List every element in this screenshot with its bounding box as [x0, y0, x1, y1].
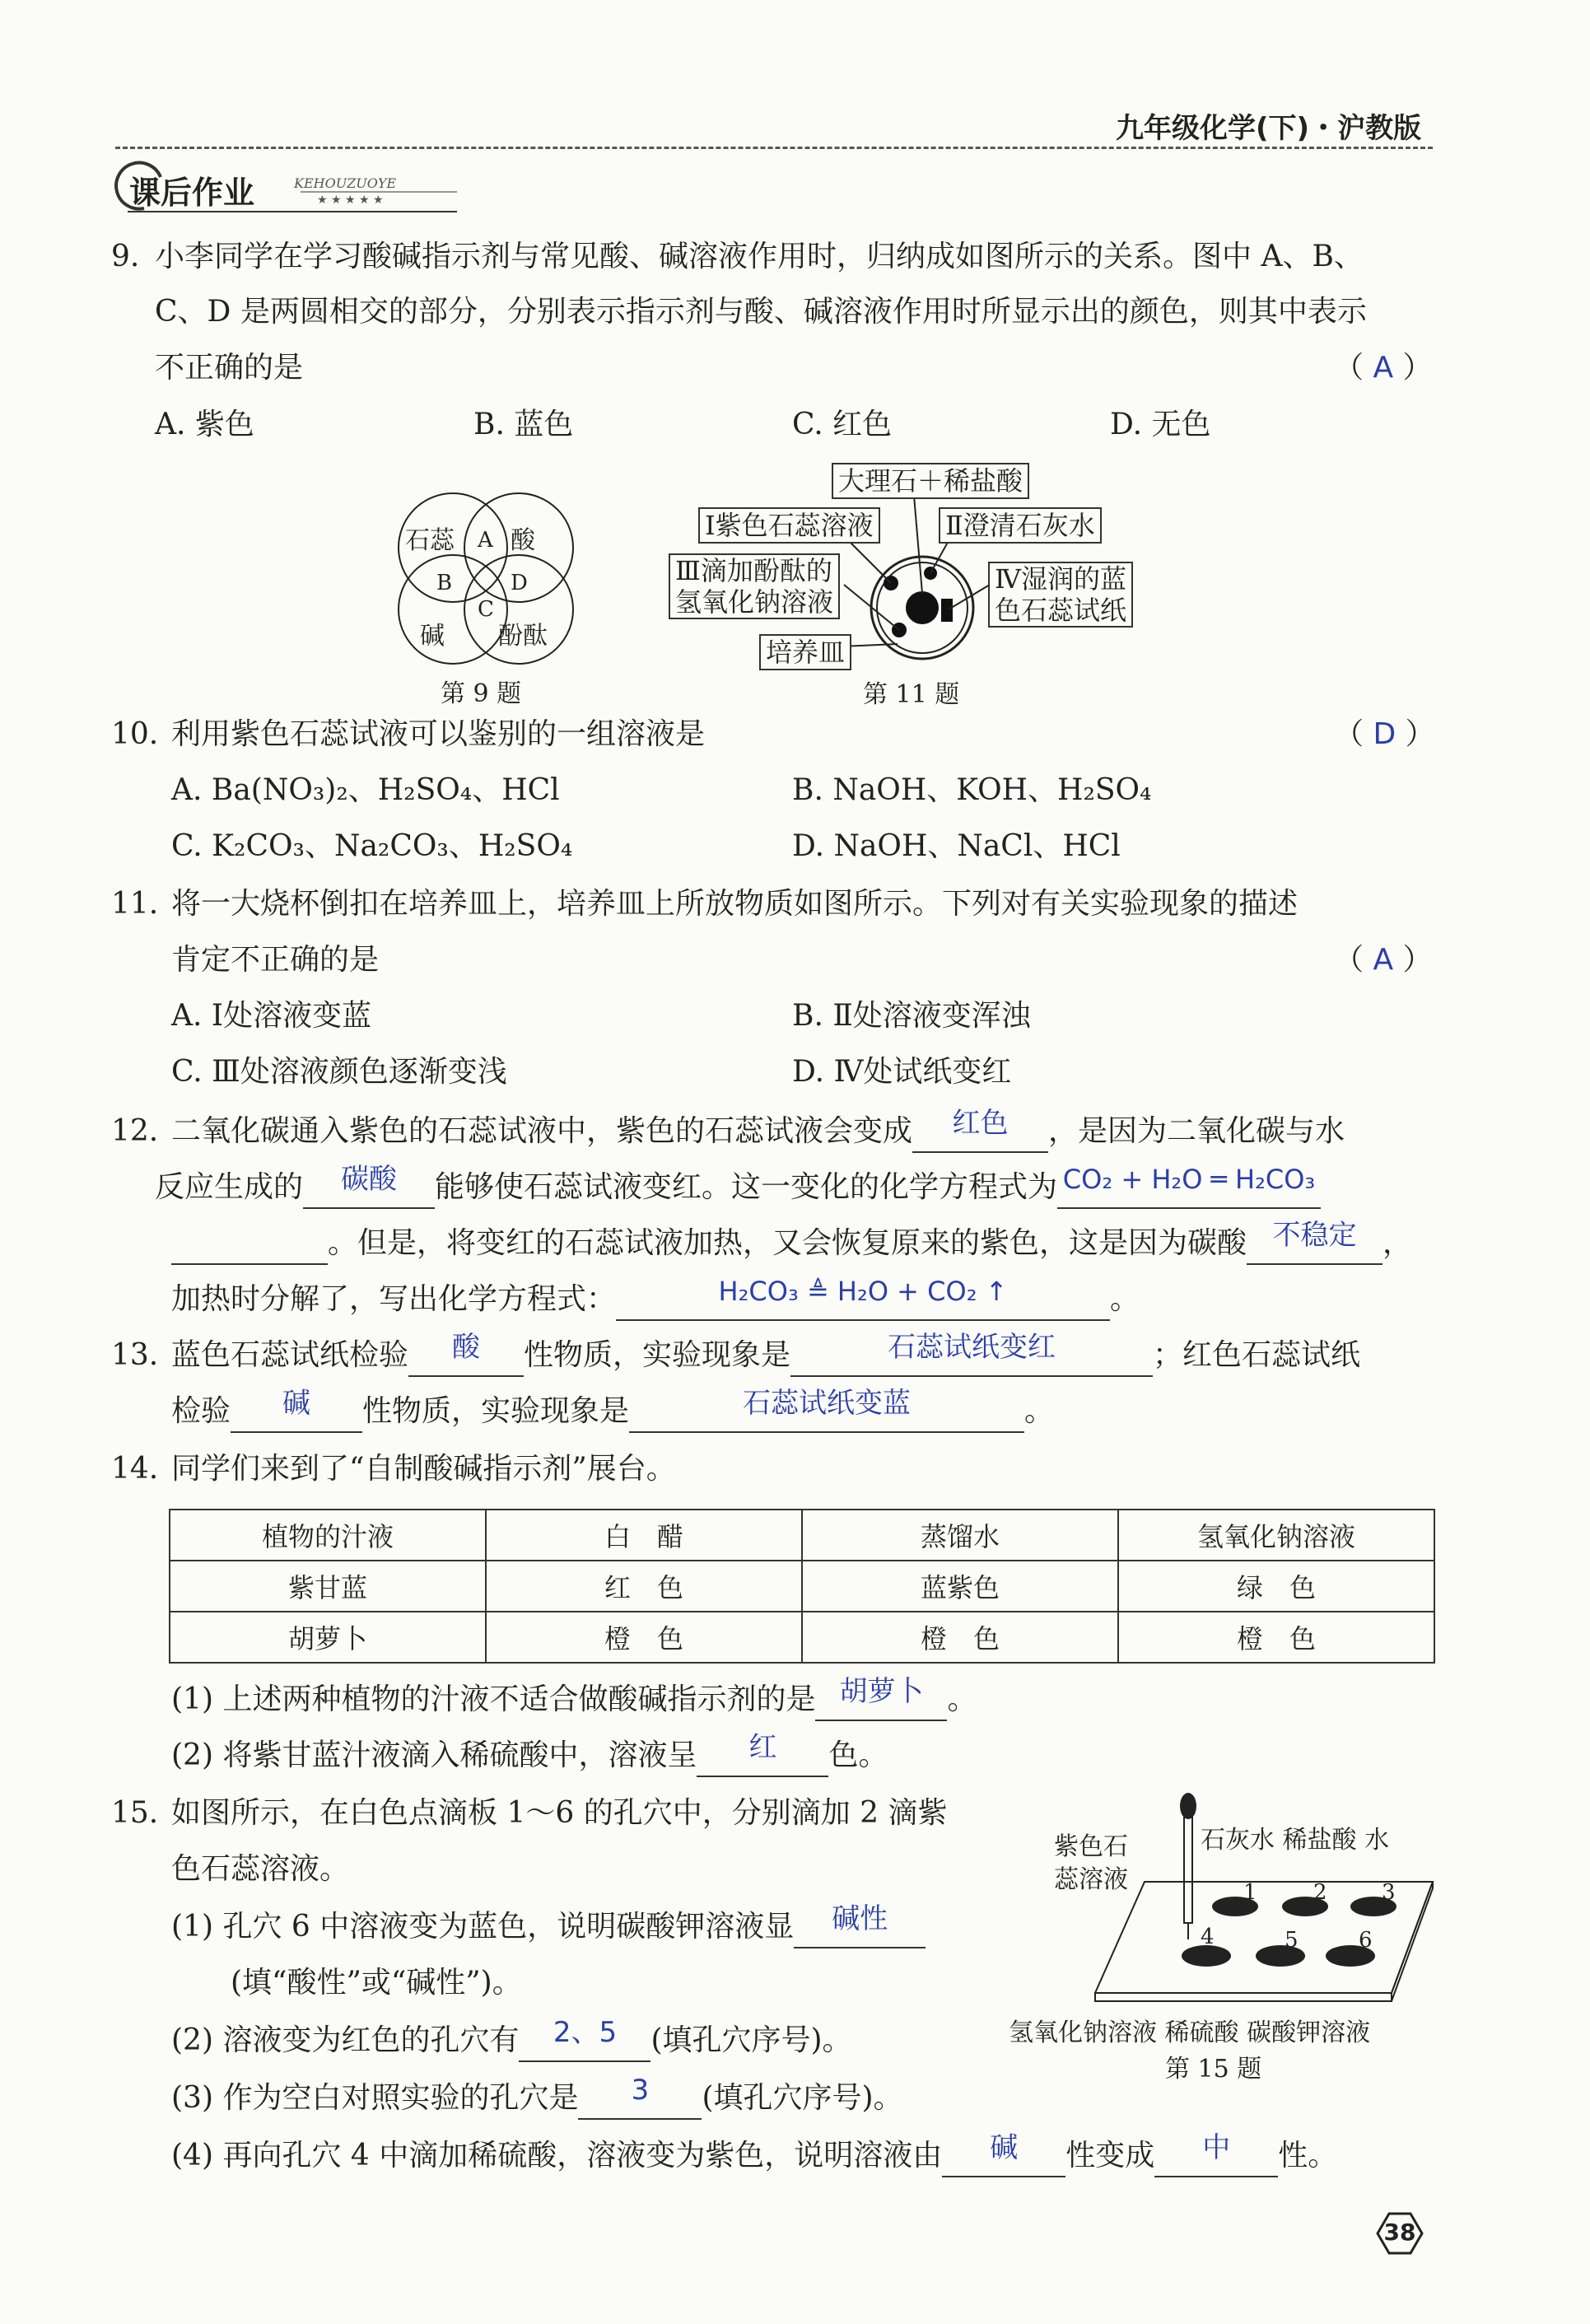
q15-sub2 — [171, 2016, 852, 2062]
section-badge — [111, 161, 465, 218]
venn-label-jian: 碱 — [420, 622, 445, 651]
table-cell: 植物的汁液 — [170, 1510, 486, 1561]
dropper-label-line2: 蕊溶液 — [1054, 1865, 1128, 1894]
table-row — [170, 1561, 1434, 1612]
q15-sub4-mid: 性变成 — [1065, 2139, 1155, 2172]
venn-label-suan: 酸 — [511, 526, 535, 555]
table-cell: 红 色 — [486, 1561, 802, 1612]
q15-sub1-text: (1) 孔穴 6 中溶液变为蓝色，说明碳酸钾溶液显 — [171, 1910, 795, 1944]
q15-answer4: 碱 — [990, 2131, 1019, 2164]
q12-answer4: 不稳定 — [1272, 1219, 1357, 1252]
q11-line2: 肯定不正确的是 — [171, 943, 380, 977]
q13-text5: 性物质，实验现象是 — [362, 1394, 630, 1428]
figure-11 — [659, 461, 1153, 709]
q9-option-b: B. 蓝色 — [473, 408, 574, 441]
q14-blank1[interactable] — [815, 1675, 947, 1721]
q14-sub2 — [171, 1731, 888, 1777]
q12-line1 — [171, 1107, 1345, 1153]
table-cell: 橙 色 — [1118, 1612, 1434, 1663]
q12-text2: ，是因为二氧化碳与水 — [1048, 1114, 1345, 1148]
well-number-2: 2 — [1313, 1880, 1327, 1905]
header-dashed-line — [115, 147, 1433, 149]
label-ii: Ⅱ澄清石灰水 — [939, 507, 1102, 544]
q13-number: 13. — [111, 1338, 159, 1372]
q15-blank3[interactable] — [578, 2074, 702, 2120]
q15-sub1b: (填“酸性”或“碱性”)。 — [231, 1966, 522, 2000]
figure-15-caption: 第 15 题 — [1165, 2055, 1262, 2084]
q15-sub4-end: 性。 — [1278, 2139, 1338, 2172]
q9-answer-bracket: （ A ） — [1334, 351, 1433, 385]
venn-label-d: D — [511, 571, 528, 595]
q9-option-d: D. 无色 — [1110, 408, 1211, 441]
q14-sub1-text: (1) 上述两种植物的汁液不适合做酸碱指示剂的是 — [171, 1682, 816, 1716]
q14-text: 同学们来到了“自制酸碱指示剂”展台。 — [171, 1452, 676, 1486]
q12-text6: ， — [1383, 1226, 1413, 1260]
q13-text4: 检验 — [171, 1394, 231, 1428]
q14-number: 14. — [111, 1452, 159, 1486]
book-title: 九年级化学(下)・沪教版 — [1116, 112, 1422, 145]
q13-answer4: 石蕊试纸变蓝 — [743, 1387, 912, 1420]
q14-sub2-end: 色。 — [828, 1738, 888, 1772]
q15-number: 15. — [111, 1796, 159, 1830]
label-iv — [988, 562, 1133, 628]
venn-label-shirui: 石蕊 — [405, 526, 455, 555]
q15-sub1 — [171, 1902, 926, 1948]
q13-blank2[interactable] — [790, 1331, 1153, 1377]
q15-blank5[interactable] — [1154, 2131, 1278, 2177]
section-pinyin: KEHOUZUOYE — [294, 175, 397, 191]
table-cell: 白 醋 — [486, 1510, 802, 1561]
well-top-labels: 石灰水 稀盐酸 水 — [1201, 1826, 1390, 1855]
q9-answer: A — [1373, 351, 1394, 385]
figure-15 — [1005, 1791, 1441, 2084]
venn-label-fentai: 酚酞 — [498, 622, 548, 651]
figure-9-caption: 第 9 题 — [441, 679, 522, 708]
q12-blank3-cont — [171, 1224, 328, 1265]
q15-line2: 色石蕊溶液。 — [171, 1852, 350, 1886]
q12-number: 12. — [111, 1114, 159, 1148]
q15-blank2[interactable] — [519, 2016, 650, 2062]
table-cell: 橙 色 — [802, 1612, 1118, 1663]
q15-line1: 如图所示，在白色点滴板 1～6 的孔穴中，分别滴加 2 滴紫 — [171, 1796, 948, 1830]
q9-option-c: C. 红色 — [792, 408, 893, 441]
q9-line2: C、D 是两圆相交的部分，分别表示指示剂与酸、碱溶液作用时所显示出的颜色，则其中表示 — [155, 295, 1367, 329]
q12-answer2: 碳酸 — [341, 1163, 398, 1196]
q11-option-b: B. Ⅱ处溶液变浑浊 — [792, 999, 1031, 1033]
label-marble-acid: 大理石＋稀盐酸 — [832, 463, 1029, 499]
table-cell: 蓝紫色 — [802, 1561, 1118, 1612]
q13-line2 — [171, 1387, 1055, 1433]
q9-line3: 不正确的是 — [155, 351, 304, 385]
q9-line1: 小李同学在学习酸碱指示剂与常见酸、碱溶液作用时，归纳成如图所示的关系。图中 A、B、 — [155, 240, 1364, 273]
q13-answer2: 石蕊试纸变红 — [888, 1331, 1056, 1364]
q12-blank3[interactable] — [1057, 1164, 1321, 1209]
q12-text5: 。但是，将变红的石蕊试液加热，又会恢复原来的紫色，这是因为碳酸 — [328, 1226, 1247, 1260]
dropper-label-line1: 紫色石 — [1054, 1832, 1128, 1861]
label-iv-line1: Ⅳ湿润的蓝 — [995, 563, 1126, 595]
well-number-1: 1 — [1243, 1880, 1257, 1905]
q10-option-d: D. NaOH、NaCl、HCl — [792, 829, 1121, 863]
q12-line3 — [171, 1219, 1413, 1265]
q12-line2 — [155, 1163, 1321, 1209]
q15-sub2-end: (填孔穴序号)。 — [650, 2023, 852, 2057]
q9-option-a: A. 紫色 — [155, 408, 254, 441]
well-number-3: 3 — [1382, 1880, 1396, 1905]
q13-answer1: 酸 — [452, 1331, 481, 1364]
table-cell: 胡萝卜 — [170, 1612, 486, 1663]
q14-answer1: 胡萝卜 — [839, 1675, 924, 1708]
q13-text1: 蓝色石蕊试纸检验 — [171, 1338, 409, 1372]
venn-label-a: A — [478, 528, 493, 553]
table-cell: 绿 色 — [1118, 1561, 1434, 1612]
section-title: 课后作业 — [129, 175, 255, 211]
q13-blank3[interactable] — [231, 1387, 362, 1433]
section-stars: ★ ★ ★ ★ ★ — [317, 194, 384, 207]
label-iii — [669, 553, 840, 619]
q12-line4 — [171, 1276, 1140, 1321]
q11-option-a: A. Ⅰ处溶液变蓝 — [171, 999, 372, 1033]
q10-option-c: C. K₂CO₃、Na₂CO₃、H₂SO₄ — [171, 829, 573, 863]
table-cell: 氢氧化钠溶液 — [1118, 1510, 1434, 1561]
q14-sub1-end: 。 — [947, 1682, 977, 1716]
q9-number: 9. — [111, 240, 140, 273]
well-number-6: 6 — [1359, 1928, 1373, 1953]
q14-sub1 — [171, 1675, 977, 1721]
q12-text4: 能够使石蕊试液变红。这一变化的化学方程式为 — [435, 1170, 1058, 1204]
q15-sub4 — [171, 2131, 1338, 2177]
label-iii-line1: Ⅲ滴加酚酞的 — [675, 555, 832, 586]
q10-text: 利用紫色石蕊试液可以鉴别的一组溶液是 — [171, 717, 706, 751]
q14-sub2-text: (2) 将紫甘蓝汁液滴入稀硫酸中，溶液呈 — [171, 1738, 697, 1772]
q11-answer-bracket: （ A ） — [1334, 943, 1433, 977]
q12-text8: 。 — [1110, 1282, 1140, 1316]
q14-answer2: 红 — [748, 1731, 777, 1764]
q13-text3: ；红色石蕊试纸 — [1153, 1338, 1361, 1372]
figure-9 — [387, 490, 585, 708]
table-cell: 橙 色 — [486, 1612, 802, 1663]
well-number-4: 4 — [1201, 1925, 1215, 1949]
q13-line1 — [171, 1331, 1361, 1377]
well-bottom-labels: 氢氧化钠溶液 稀硫酸 碳酸钾溶液 — [1009, 2018, 1371, 2047]
q12-blank2[interactable] — [303, 1163, 435, 1209]
q10-answer: D — [1373, 717, 1396, 751]
q15-sub2-text: (2) 溶液变为红色的孔穴有 — [171, 2023, 520, 2057]
q12-answer5: H₂CO₃ ≜ H₂O + CO₂ ↑ — [718, 1276, 1008, 1307]
q15-sub3 — [171, 2074, 903, 2120]
q12-answer1: 红色 — [952, 1107, 1009, 1140]
q11-line1: 将一大烧杯倒扣在培养皿上，培养皿上所放物质如图所示。下列对有关实验现象的描述 — [171, 887, 1299, 921]
table-cell: 蒸馏水 — [802, 1510, 1118, 1561]
table-row — [170, 1612, 1434, 1663]
q11-answer: A — [1373, 943, 1394, 977]
q12-blank1[interactable] — [912, 1107, 1048, 1153]
q13-text6: 。 — [1024, 1394, 1055, 1428]
well-number-5: 5 — [1285, 1928, 1299, 1953]
q13-answer3: 碱 — [282, 1387, 311, 1420]
label-iii-line2: 氢氧化钠溶液 — [675, 586, 834, 618]
q12-blank4[interactable] — [1247, 1219, 1383, 1265]
q10-option-a: A. Ba(NO₃)₂、H₂SO₄、HCl — [171, 773, 560, 807]
page-number: 38 — [1383, 2219, 1416, 2246]
table-cell: 紫甘蓝 — [170, 1561, 486, 1612]
q15-sub3-end: (填孔穴序号)。 — [702, 2081, 903, 2115]
q11-option-c: C. Ⅲ处溶液颜色逐渐变浅 — [171, 1055, 507, 1089]
label-dish: 培养皿 — [759, 634, 851, 670]
figure-11-caption: 第 11 题 — [863, 680, 960, 709]
q11-option-d: D. Ⅳ处试纸变红 — [792, 1055, 1012, 1089]
q12-blank5[interactable] — [616, 1276, 1110, 1321]
q12-text3: 反应生成的 — [155, 1170, 304, 1204]
q15-sub3-text: (3) 作为空白对照实验的孔穴是 — [171, 2081, 579, 2115]
q13-text2: 性物质，实验现象是 — [524, 1338, 791, 1372]
q15-answer1: 碱性 — [832, 1902, 888, 1935]
q15-sub4-text: (4) 再向孔穴 4 中滴加稀硫酸，溶液变为紫色，说明溶液由 — [171, 2139, 943, 2172]
q15-answer5: 中 — [1202, 2131, 1231, 2164]
q10-option-b: B. NaOH、KOH、H₂SO₄ — [792, 773, 1152, 807]
q15-answer3: 3 — [631, 2074, 650, 2107]
q15-answer2: 2、5 — [553, 2016, 618, 2049]
q12-text7: 加热时分解了，写出化学方程式： — [171, 1282, 617, 1316]
label-i: Ⅰ紫色石蕊溶液 — [698, 507, 880, 544]
q11-number: 11. — [111, 887, 159, 921]
q14-blank2[interactable] — [697, 1731, 828, 1777]
label-iv-line2: 色石蕊试纸 — [995, 595, 1127, 626]
q10-answer-bracket: （ D ） — [1334, 717, 1435, 751]
venn-label-b: B — [436, 571, 453, 595]
q13-blank4[interactable] — [629, 1387, 1024, 1433]
q14-table — [169, 1509, 1435, 1664]
table-row — [170, 1510, 1434, 1561]
q12-text1: 二氧化碳通入紫色的石蕊试液中，紫色的石蕊试液会变成 — [171, 1114, 913, 1148]
page-number-badge — [1371, 2209, 1429, 2258]
q15-blank4[interactable] — [942, 2131, 1065, 2177]
q13-blank1[interactable] — [408, 1331, 524, 1377]
q12-answer3: CO₂ + H₂O ═ H₂CO₃ — [1062, 1164, 1316, 1195]
q10-number: 10. — [111, 717, 159, 751]
venn-label-c: C — [478, 597, 494, 622]
venn-diagram — [387, 490, 585, 671]
q15-blank1[interactable] — [794, 1902, 926, 1948]
